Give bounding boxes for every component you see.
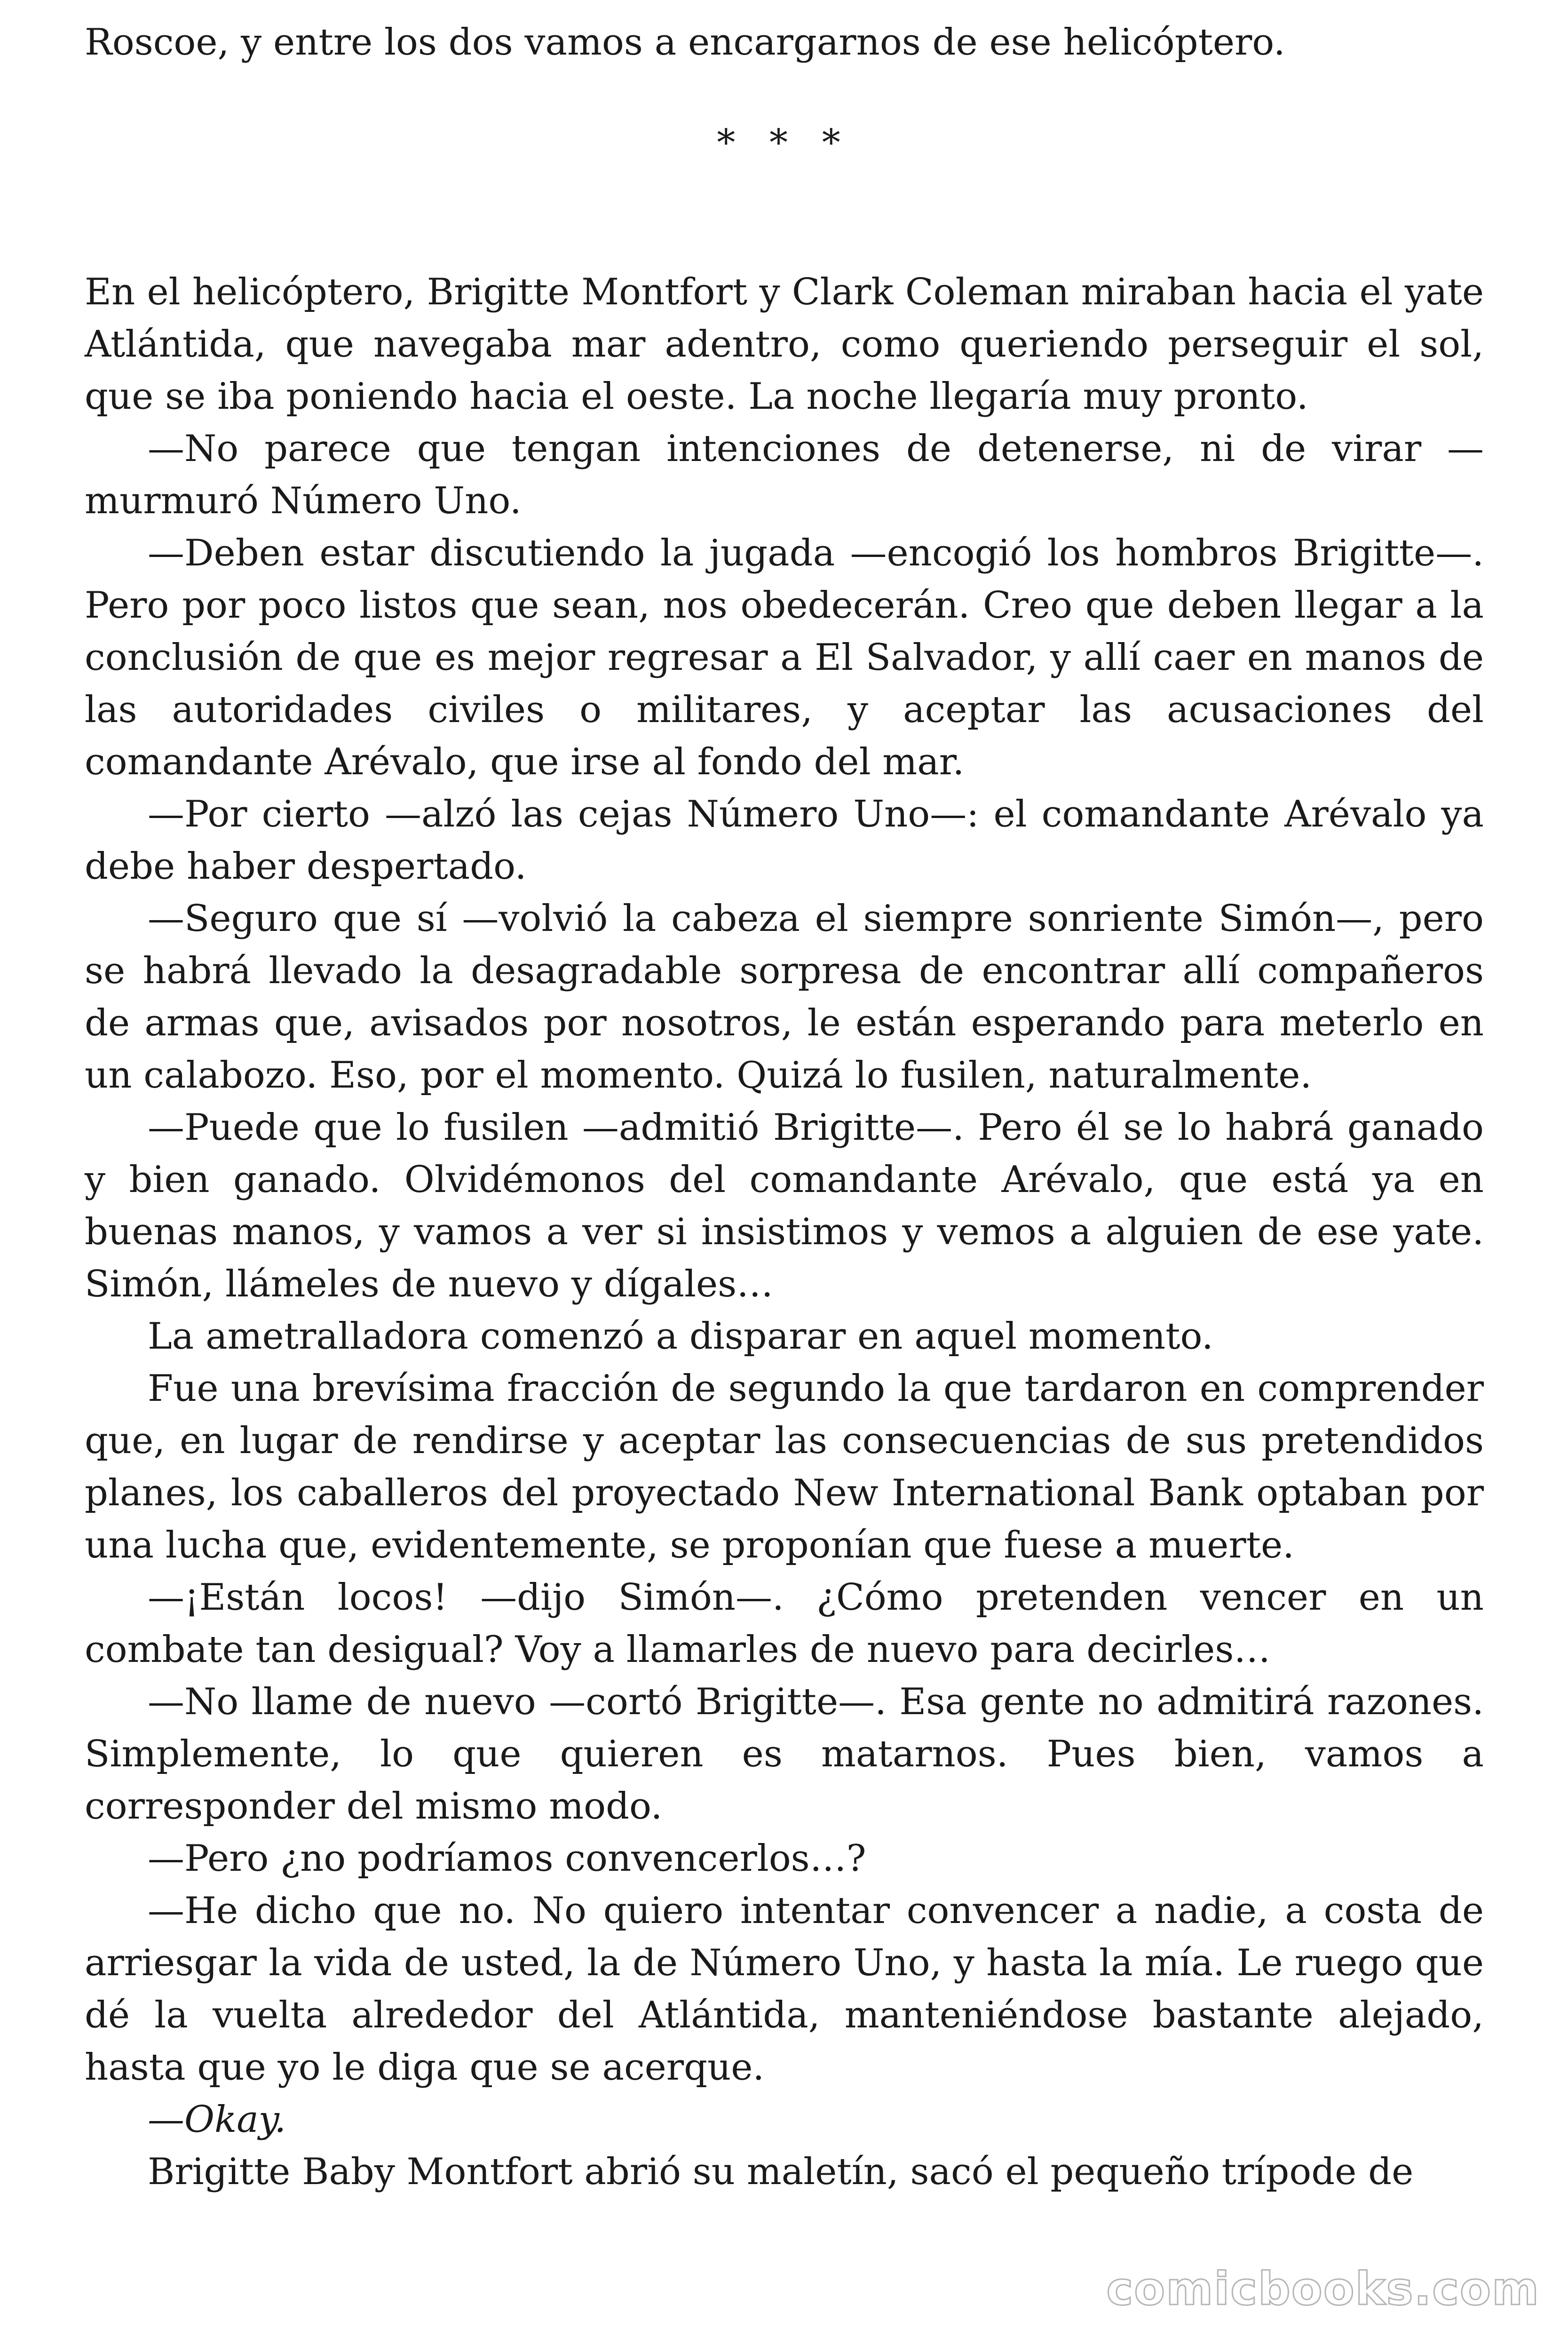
paragraph: —Deben estar discutiendo la jugada —encogió los hombros Brigitte—. Pero por poco listos que sean, nos obedecerán. Creo que deben llegar a la conclusión de que es mejor regresar a El Salvador, y allí caer en manos de las autoridades civiles o militares, y aceptar las acusaciones del comandante Arévalo, que irse al fondo del mar. [85, 532, 1484, 783]
book-page [85, 0, 1484, 2352]
section-break: * * * [717, 122, 852, 164]
paragraph: Brigitte Baby Montfort abrió su maletín, sacó el pequeño trípode de [148, 2151, 1414, 2193]
paragraph: —Por cierto —alzó las cejas Número Uno—: el comandante Arévalo ya debe haber despertado. [85, 793, 1484, 888]
paragraph-list [85, 266, 1484, 2198]
paragraph-italic-text: —Okay. [148, 2098, 286, 2141]
paragraph: —No parece que tengan intenciones de detenerse, ni de virar —murmuró Número Uno. [85, 428, 1484, 522]
paragraph: —No llame de nuevo —cortó Brigitte—. Esa gente no admitirá razones. Simplemente, lo que quieren es matarnos. Pues bien, vamos a corresponder del mismo modo. [85, 1681, 1484, 1828]
paragraph: —¡Están locos! —dijo Simón—. ¿Cómo pretenden vencer en un combate tan desigual? Voy a llamarles de nuevo para decirles… [85, 1576, 1484, 1671]
paragraph [85, 2094, 1484, 2146]
paragraph: La ametralladora comenzó a disparar en aquel momento. [148, 1315, 1213, 1358]
watermark-logo: comicbooks.com [1106, 2263, 1540, 2315]
page-text-first-line: Roscoe, y entre los dos vamos a encargarnos de ese helicóptero. [85, 21, 1285, 64]
paragraph: —Puede que lo fusilen —admitió Brigitte—. Pero él se lo habrá ganado y bien ganado. Olvidémonos del comandante Arévalo, que está ya en buenas manos, y vamos a ver si insistimos y vemos a alguien de ese yate. Simón, llámeles de nuevo y dígales… [85, 1106, 1484, 1305]
paragraph: Fue una brevísima fracción de segundo la que tardaron en comprender que, en lugar de rendirse y aceptar las consecuencias de sus pretendidos planes, los caballeros del proyectado New International Bank optaban por una lucha que, evidentemente, se proponían que fuese a muerte. [85, 1367, 1484, 1566]
paragraph: —He dicho que no. No quiero intentar convencer a nadie, a costa de arriesgar la vida de usted, la de Número Uno, y hasta la mía. Le ruego que dé la vuelta alrededor del Atlántida, manteniéndose bastante alejado, hasta que yo le diga que se acerque. [85, 1890, 1484, 2089]
paragraph: En el helicóptero, Brigitte Montfort y Clark Coleman miraban hacia el yate Atlántida, que navegaba mar adentro, como queriendo perseguir el sol, que se iba poniendo hacia el oeste. La noche llegaría muy pronto. [85, 271, 1484, 418]
paragraph: —Pero ¿no podríamos convencerlos…? [148, 1837, 866, 1880]
paragraph: —Seguro que sí —volvió la cabeza el siempre sonriente Simón—, pero se habrá llevado la desagradable sorpresa de encontrar allí compañeros de armas que, avisados por nosotros, le están esperando para meterlo en un calabozo. Eso, por el momento. Quizá lo fusilen, naturalmente. [85, 898, 1484, 1097]
